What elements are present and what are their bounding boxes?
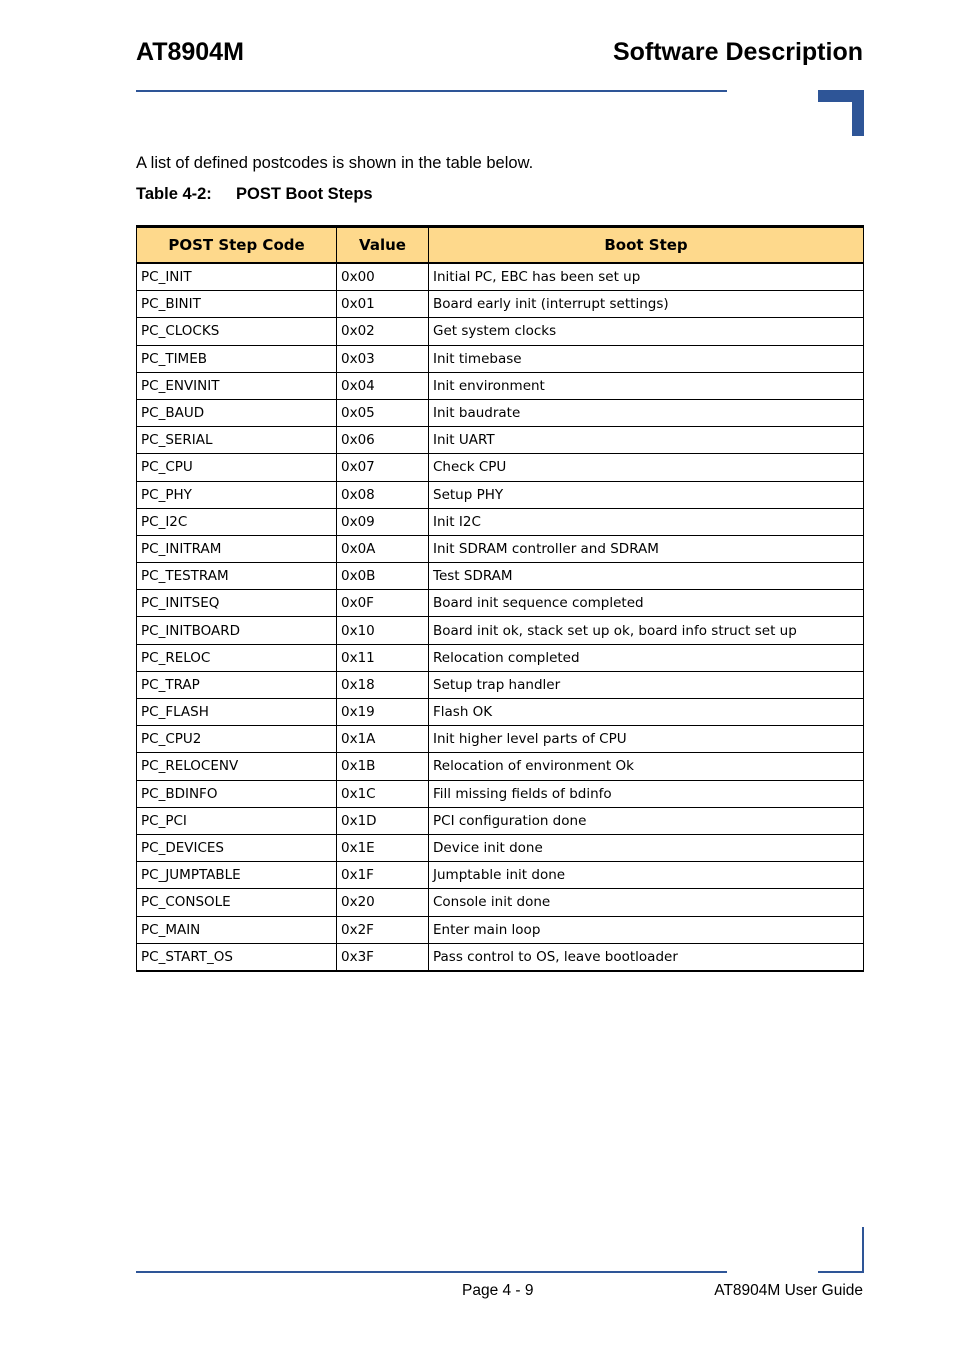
post-step-code-cell: PC_RELOCENV [137,753,337,780]
boot-step-cell: Setup PHY [429,481,864,508]
post-step-code-cell: PC_INIT [137,263,337,291]
boot-step-cell: Init environment [429,372,864,399]
boot-step-cell: PCI configuration done [429,807,864,834]
value-cell: 0x1B [337,753,429,780]
table-row [137,345,864,372]
table-row [137,372,864,399]
table-row [137,535,864,562]
value-cell: 0x02 [337,318,429,345]
table-row [137,889,864,916]
table-row [137,263,864,291]
value-cell: 0x01 [337,291,429,318]
table-row [137,318,864,345]
boot-step-cell: Board early init (interrupt settings) [429,291,864,318]
intro-paragraph: A list of defined postcodes is shown in the table below. [136,154,534,172]
value-cell: 0x04 [337,372,429,399]
value-cell: 0x1D [337,807,429,834]
value-cell: 0x10 [337,617,429,644]
boot-step-cell: Device init done [429,834,864,861]
boot-step-cell: Board init ok, stack set up ok, board info struct set up [429,617,864,644]
post-step-code-cell: PC_CONSOLE [137,889,337,916]
table-row [137,291,864,318]
post-step-code-cell: PC_BAUD [137,399,337,426]
table-caption-number: Table 4-2: [136,185,212,203]
value-cell: 0x03 [337,345,429,372]
table-row [137,617,864,644]
post-step-code-cell: PC_MAIN [137,916,337,943]
value-cell: 0x05 [337,399,429,426]
boot-step-cell: Init higher level parts of CPU [429,726,864,753]
table-row [137,671,864,698]
column-header-value: Value [337,227,429,264]
header-rule [136,90,727,92]
product-title: AT8904M [136,38,244,66]
post-step-code-cell: PC_BINIT [137,291,337,318]
value-cell: 0x0B [337,563,429,590]
post-step-code-cell: PC_INITRAM [137,535,337,562]
boot-step-cell: Init I2C [429,508,864,535]
header-corner-mark [818,90,864,136]
boot-step-cell: Check CPU [429,454,864,481]
boot-step-cell: Init baudrate [429,399,864,426]
boot-step-cell: Setup trap handler [429,671,864,698]
value-cell: 0x1E [337,834,429,861]
table-row [137,508,864,535]
post-step-code-cell: PC_TRAP [137,671,337,698]
column-header-post-step-code: POST Step Code [137,227,337,264]
post-step-code-cell: PC_PCI [137,807,337,834]
post-step-code-cell: PC_BDINFO [137,780,337,807]
post-step-code-cell: PC_JUMPTABLE [137,862,337,889]
value-cell: 0x07 [337,454,429,481]
value-cell: 0x18 [337,671,429,698]
value-cell: 0x00 [337,263,429,291]
boot-step-cell: Initial PC, EBC has been set up [429,263,864,291]
value-cell: 0x0A [337,535,429,562]
post-step-code-cell: PC_CPU2 [137,726,337,753]
boot-step-cell: Flash OK [429,699,864,726]
boot-step-cell: Relocation completed [429,644,864,671]
value-cell: 0x08 [337,481,429,508]
table-row [137,726,864,753]
value-cell: 0x1C [337,780,429,807]
boot-step-cell: Init SDRAM controller and SDRAM [429,535,864,562]
boot-step-cell: Init UART [429,427,864,454]
guide-title: AT8904M User Guide [714,1282,863,1299]
boot-step-cell: Fill missing fields of bdinfo [429,780,864,807]
post-step-code-cell: PC_CPU [137,454,337,481]
boot-step-cell: Board init sequence completed [429,590,864,617]
post-boot-steps-table [136,225,864,972]
post-step-code-cell: PC_FLASH [137,699,337,726]
post-step-code-cell: PC_DEVICES [137,834,337,861]
boot-step-cell: Jumptable init done [429,862,864,889]
value-cell: 0x06 [337,427,429,454]
table-body [137,263,864,971]
value-cell: 0x11 [337,644,429,671]
value-cell: 0x09 [337,508,429,535]
table-row [137,753,864,780]
boot-step-cell: Test SDRAM [429,563,864,590]
value-cell: 0x20 [337,889,429,916]
table-row [137,916,864,943]
value-cell: 0x3F [337,943,429,971]
boot-step-cell: Console init done [429,889,864,916]
table-row [137,834,864,861]
value-cell: 0x1A [337,726,429,753]
post-step-code-cell: PC_RELOC [137,644,337,671]
table-row [137,590,864,617]
value-cell: 0x0F [337,590,429,617]
post-step-code-cell: PC_TESTRAM [137,563,337,590]
table-row [137,644,864,671]
table-row [137,454,864,481]
value-cell: 0x2F [337,916,429,943]
boot-step-cell: Pass control to OS, leave bootloader [429,943,864,971]
table-row [137,780,864,807]
table-caption-title: POST Boot Steps [236,185,373,203]
table-header-row [137,227,864,264]
boot-step-cell: Relocation of environment Ok [429,753,864,780]
table-row [137,807,864,834]
table-row [137,862,864,889]
post-step-code-cell: PC_ENVINIT [137,372,337,399]
table-caption [136,185,373,204]
value-cell: 0x19 [337,699,429,726]
footer-corner-mark [818,1227,864,1273]
page-number: Page 4 - 9 [462,1282,534,1299]
post-step-code-cell: PC_SERIAL [137,427,337,454]
post-step-code-cell: PC_INITBOARD [137,617,337,644]
post-step-code-cell: PC_TIMEB [137,345,337,372]
value-cell: 0x1F [337,862,429,889]
section-title: Software Description [612,38,863,66]
table-row [137,699,864,726]
post-step-code-cell: PC_START_OS [137,943,337,971]
boot-step-cell: Enter main loop [429,916,864,943]
boot-step-cell: Get system clocks [429,318,864,345]
table-row [137,427,864,454]
post-step-code-cell: PC_PHY [137,481,337,508]
table-row [137,943,864,971]
post-step-code-cell: PC_INITSEQ [137,590,337,617]
table-row [137,563,864,590]
post-step-code-cell: PC_I2C [137,508,337,535]
post-step-code-cell: PC_CLOCKS [137,318,337,345]
table-row [137,481,864,508]
table-row [137,399,864,426]
boot-step-cell: Init timebase [429,345,864,372]
footer-rule [136,1271,727,1273]
column-header-boot-step: Boot Step [429,227,864,264]
